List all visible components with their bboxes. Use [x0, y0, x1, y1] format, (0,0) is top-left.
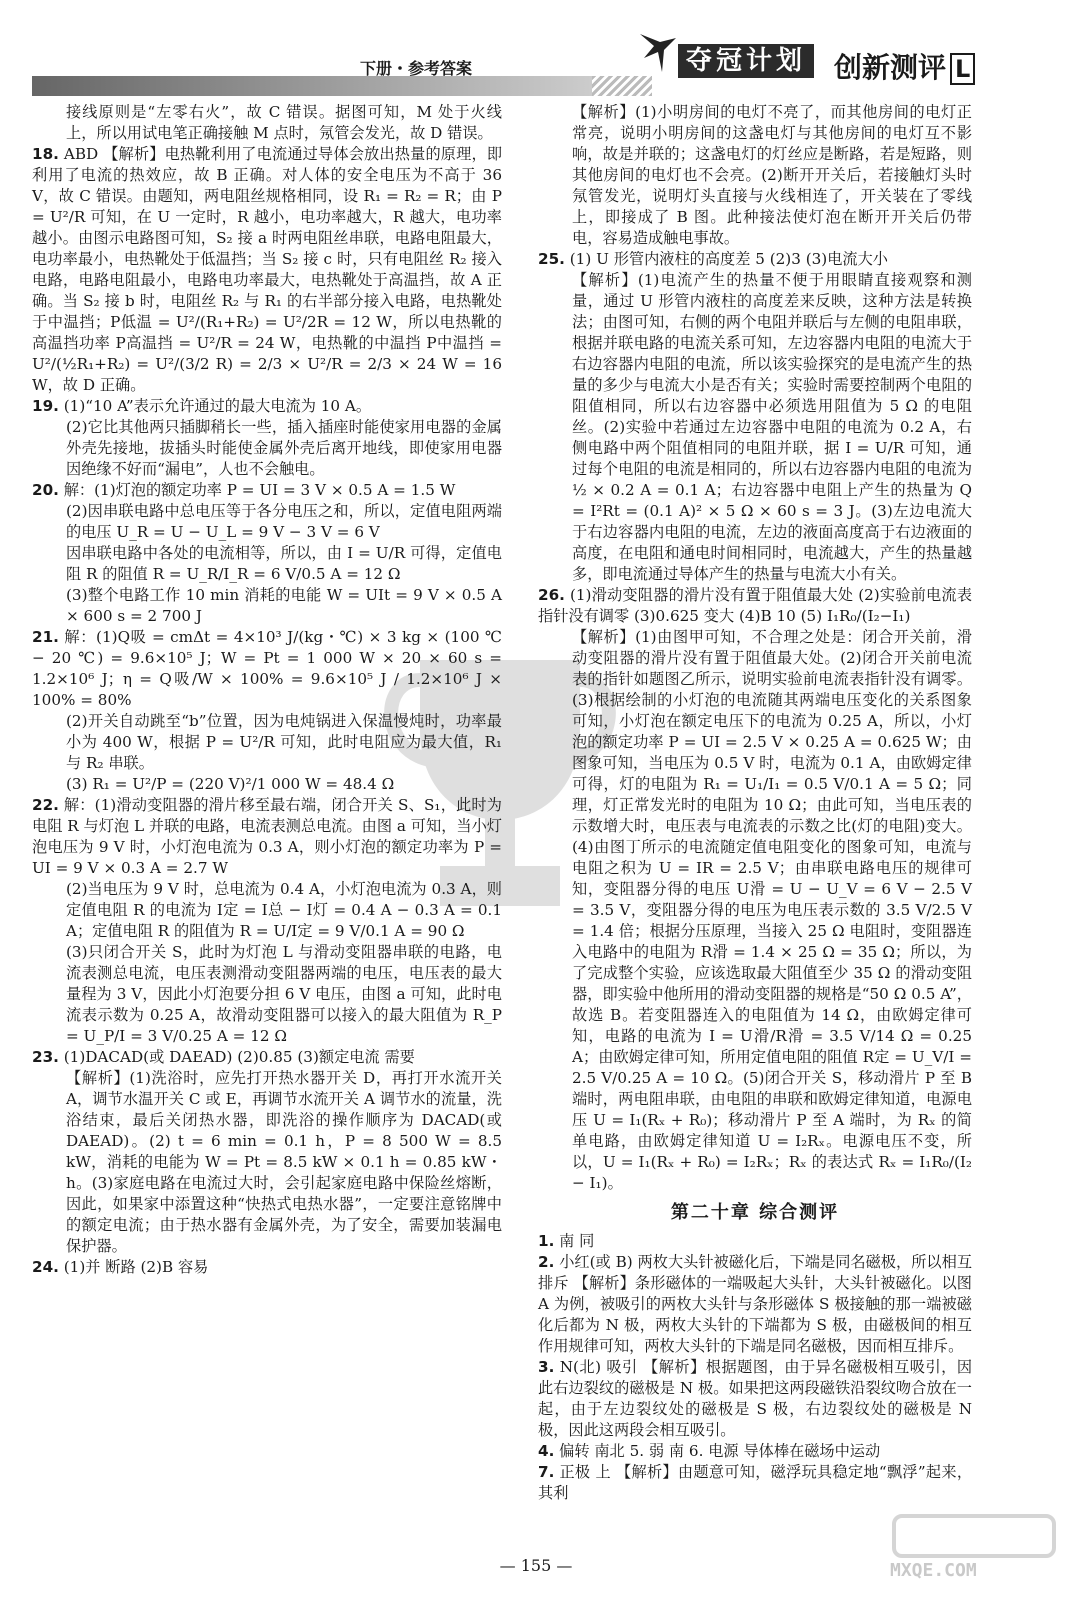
- answer-paragraph: [32, 879, 502, 942]
- header-gradient-bar: [32, 76, 592, 96]
- answer-text: 小红(或 B) 两枚大头针被磁化后，下端是同名磁极，所以相互排斥 【解析】条形磁体的一端吸起大头针，大头针被磁化。以图 A 为例，被吸引的两枚大头针与条形磁体 S 极接触的那一端被磁化后都为 N 极，两枚大头针的下端都为 S 极，由磁极间的相互作用规律可知，两枚大头针的下端是同名磁极，因而相互排斥。: [538, 1253, 973, 1355]
- logo-sub-text: [834, 46, 975, 86]
- answer-text: (1)并 断路 (2)B 容易: [63, 1258, 209, 1276]
- question-number: 2.: [538, 1253, 555, 1271]
- question-number: 7.: [538, 1463, 555, 1481]
- answer-paragraph: [538, 1231, 972, 1252]
- answer-paragraph: [32, 627, 502, 711]
- answer-text: 正极 上 【解析】由题意可知，磁浮玩具稳定地“飘浮”起来，其利: [538, 1463, 973, 1502]
- answer-paragraph: [32, 144, 502, 396]
- answer-paragraph: [32, 774, 502, 795]
- question-number: 20.: [32, 481, 59, 499]
- question-number: 26.: [538, 586, 565, 604]
- answer-paragraph: [538, 627, 972, 1194]
- question-number: 1.: [538, 1232, 555, 1250]
- page-header: [0, 0, 1072, 100]
- question-number: 4.: [538, 1442, 555, 1460]
- answer-stamp-icon: [890, 1512, 1060, 1560]
- answer-paragraph: [538, 585, 972, 627]
- answer-paragraph: [32, 396, 502, 417]
- header-section-title: 下册・参考答案: [360, 59, 473, 78]
- answer-text: 解：(1)滑动变阻器的滑片移至最右端，闭合开关 S、S₁，此时为电阻 R 与灯泡 L 并联的电路，电流表测总电流。由图 a 可知，当小灯泡电压为 9 V 时，小灯泡电流为 0.3 A，则小灯泡的额定功率为 P = UI = 9 V × 0.3 A = 2.7 W: [32, 796, 502, 877]
- logo-main-text: 夺冠计划: [678, 44, 814, 78]
- question-number: 21.: [32, 628, 59, 646]
- question-number: 18.: [32, 145, 59, 163]
- answer-paragraph: [32, 1068, 502, 1257]
- question-number: 22.: [32, 796, 59, 814]
- question-number: 19.: [32, 397, 59, 415]
- answer-text: (3) R₁ = U²/P = (220 V)²/1 000 W = 48.4 Ω: [66, 775, 395, 793]
- answer-text: 【解析】(1)小明房间的电灯不亮了，而其他房间的电灯正常亮，说明小明房间的这盏电灯与其他房间的电灯互不影响，故是并联的；这盏电灯的灯丝应是断路，若是短路，则其他房间的电灯也不会亮。(2)断开开关后，若接触灯头时氖管发光，说明灯头直接与火线相连了，开关装在了零线上，即接成了 B 图。此种接法使灯泡在断开开关后仍带电，容易造成触电事故。: [572, 103, 972, 247]
- answer-text: ABD 【解析】电热靴利用了电流通过导体会放出热量的原理，即利用了电流的热效应，故 B 正确。对人体的安全电压为不高于 36 V，故 C 错误。由题知，两电阻丝规格相同，设 R₁ = R₂ = R；由 P = U²/R 可知，在 U 一定时，R 越小，电功率越大，R 越大，电功率越小。由图示电路图可知，S₂ 接 a 时两电阻丝串联，电路电阻最大，电功率最小，电热靴处于低温挡；当 S₂ 接 c 时，只有电阻丝 R₂ 接入电路，电路电阻最小，电路电功率最大，电热靴处于高温挡，故 A 正确。当 S₂ 接 b 时，电阻丝 R₂ 与 R₁ 的右半部分接入电路，电热靴处于中温挡；P低温 = U²/(R₁+R₂) = U²/2R = 12 W，所以电热靴的高温挡功率 P高温挡 = U²/R = 24 W，电热靴的中温挡 P中温挡 = U²/(½R₁+R₂) = U²/(3/2 R) = 2/3 × U²/R = 2/3 × 24 W = 16 W，故 D 正确。: [32, 145, 503, 394]
- question-number: 23.: [32, 1048, 59, 1066]
- trophy-emblem-icon: [634, 28, 678, 82]
- answer-text: 因串联电路中各处的电流相等，所以，由 I = U/R 可得，定值电阻 R 的阻值 R = U_R/I_R = 6 V/0.5 A = 12 Ω: [66, 544, 502, 583]
- answer-text: 【解析】(1)由图甲可知，不合理之处是：闭合开关前，滑动变阻器的滑片没有置于阻值最大处。(2)闭合开关前电流表的指针如题图乙所示，说明实验前电流表指针没有调零。(3)根据绘制的小灯泡的电流随其两端电压变化的关系图象可知，小灯泡在额定电压下的电流为 0.25 A，所以，小灯泡的额定功率 P = UI = 2.5 V × 0.25 A = 0.625 W；由图象可知，当电压为 0.5 V 时，电流为 0.1 A，由欧姆定律可得，灯的电阻为 R₁ = U₁/I₁ = 0.5 V/0.1 A = 5 Ω；同理，灯正常发光时的电阻为 10 Ω；由此可知，当电压表的示数增大时，电压表与电流表的示数之比(灯的电阻)变大。(4)由图丁所示的电流随定值电阻变化的图象可知，电流与电阻之积为 U = IR = 2.5 V；由串联电路电压的规律可知，变阻器分得的电压 U滑 = U − U_V = 6 V − 2.5 V = 3.5 V，变阻器分得的电压为电压表示数的 3.5 V/2.5 V = 1.4 倍；根据分压原理，当接入 25 Ω 电阻时，变阻器连入电路中的电阻为 R滑 = 1.4 × 25 Ω = 35 Ω；所以，为了完成整个实验，应该选取最大阻值至少 35 Ω 的滑动变阻器，即实验中他所用的滑动变阻器的规格是“50 Ω 0.5 A”，故选 B。若变阻器连入的电阻值为 14 Ω，由欧姆定律可知，电路的电流为 I = U滑/R滑 = 3.5 V/14 Ω = 0.25 A；由欧姆定律可知，所用定值电阻的阻值 R定 = U_V/I = 2.5 V/0.25 A = 10 Ω。(5)闭合开关 S，移动滑片 P 至 B 端时，两电阻串联，由电阻的串联和欧姆定律知道，电源电压 U = I₁(Rₓ + R₀)；移动滑片 P 至 A 端时，为 Rₓ 的简单电路，由欧姆定律知道 U = I₂Rₓ。电源电压不变，所以，U = I₁(Rₓ + R₀) = I₂Rₓ；Rₓ 的表达式 Rₓ = I₁R₀/(I₂ − I₁)。: [572, 628, 972, 1192]
- answer-paragraph: [32, 417, 502, 480]
- answer-text: 接线原则是“左零右火”，故 C 错误。据图可知，M 处于火线上，所以用试电笔正确接触 M 点时，氖管会发光，故 D 错误。: [66, 103, 502, 142]
- answer-paragraph: [538, 1462, 972, 1504]
- answer-text: 【解析】(1)电流产生的热量不便于用眼睛直接观察和测量，通过 U 形管内液柱的高度差来反映，这种方法是转换法；由图可知，右侧的两个电阻并联后与左侧的电阻串联，根据并联电路的电流关系可知，左边容器内电阻的电流大于右边容器内电阻的电流，所以该实验探究的是电流产生的热量的多少与电流大小是否有关；实验时需要控制两个电阻的阻值相同，所以右边容器中必须选用阻值为 5 Ω 的电阻丝。(2)实验中若通过左边容器中电阻的电流为 0.2 A，右侧电路中两个阻值相同的电阻并联，据 I = U/R 可知，通过每个电阻的电流是相同的，所以右边容器内电阻的电流为 ½ × 0.2 A = 0.1 A；右边容器中电阻上产生的热量为 Q = I²Rt = (0.1 A)² × 5 Ω × 60 s = 3 J。(3)左边电流大于右边容器内电阻的电流，左边的液面高度高于右边液面的高度，在电阻和通电时间相同时，电流越大，产生的热量越多，即电流通过导体产生的热量与电流大小有关。: [572, 271, 972, 583]
- answer-paragraph: [538, 102, 972, 249]
- right-column: [538, 102, 972, 1504]
- answer-paragraph: [538, 270, 972, 585]
- answer-paragraph: [32, 1257, 502, 1278]
- page-number: — 155 —: [499, 1556, 573, 1575]
- question-number: 25.: [538, 250, 565, 268]
- logo-sub-label: 创新测评: [834, 51, 947, 84]
- answer-paragraph: [32, 501, 502, 543]
- answer-text: N(北) 吸引 【解析】根据题图，由于异名磁极相互吸引，因此右边裂纹的磁极是 N 极。如果把这两段磁铁沿裂纹吻合放在一起，由于左边裂纹处的磁极是 S 极，右边裂纹处的磁极是 N 极，因此这两段会相互吸引。: [538, 1358, 973, 1439]
- answer-paragraph: [32, 102, 502, 144]
- question-number: 24.: [32, 1258, 59, 1276]
- question-number: 3.: [538, 1358, 555, 1376]
- answer-paragraph: [32, 1047, 502, 1068]
- answer-text: (3)只闭合开关 S，此时为灯泡 L 与滑动变阻器串联的电路，电流表测总电流，电压表测滑动变阻器两端的电压，电压表的最大量程为 3 V，因此小灯泡要分担 6 V 电压，由图 a 可知，此时电流表示数为 0.25 A，故滑动变阻器可以接入的最大阻值为 R_P = U_P/I = 3 V/0.25 A = 12 Ω: [66, 943, 502, 1045]
- answer-paragraph: [538, 1441, 972, 1462]
- answer-paragraph: [32, 942, 502, 1047]
- answer-text: 解：(1)Q吸 = cmΔt = 4×10³ J/(kg・℃) × 3 kg × (100 ℃ − 20 ℃) = 9.6×10⁵ J；W = Pt = 1 000 W × 20 × 60 s = 1.2×10⁶ J；η = Q吸/W × 100% = 9.6×10⁵ J / 1.2×10⁶ J × 100% = 80%: [32, 628, 503, 709]
- answer-paragraph: [538, 1252, 972, 1357]
- answer-text: (1)“10 A”表示允许通过的最大电流为 10 A。: [63, 397, 372, 415]
- answer-text: (2)因串联电路中总电压等于各分电压之和，所以，定值电阻两端的电压 U_R = U − U_L = 9 V − 3 V = 6 V: [66, 502, 502, 541]
- answer-paragraph: [538, 249, 972, 270]
- answer-text: (2)当电压为 9 V 时，总电流为 0.4 A，小灯泡电流为 0.3 A，则定值电阻 R 的电流为 I定 = I总 − I灯 = 0.4 A − 0.3 A = 0.1 A；定值电阻 R 的阻值为 R = U/I定 = 9 V/0.1 A = 90 Ω: [66, 880, 502, 940]
- answer-text: 【解析】(1)洗浴时，应先打开热水器开关 D，再打开水流开关 A，调节水温开关 C 或 E，再调节水流开关 A 调节水的流量，洗浴结束，最后关闭热水器，即洗浴的操作顺序为 DACAD(或 DAEAD)。(2) t = 6 min = 0.1 h，P = 8 500 W = 8.5 kW，消耗的电能为 W = Pt = 8.5 kW × 0.1 h = 0.85 kW・h。(3)家庭电路在电流过大时，会引起家庭电路中保险丝熔断，因此，如果家中添置这种“快热式电热水器”，一定要注意铭牌中的额定电流；由于热水器有金属外壳，为了安全，需要加装漏电保护器。: [66, 1069, 502, 1255]
- answer-text: (3)整个电路工作 10 min 消耗的电能 W = UIt = 9 V × 0.5 A × 600 s = 2 700 J: [66, 586, 502, 625]
- logo-box-letter: L: [950, 53, 975, 85]
- answer-text: (2)开关自动跳至“b”位置，因为电炖锅进入保温慢炖时，功率最小为 400 W，根据 P = U²/R 可知，此时电阻应为最大值，R₁ 与 R₂ 串联。: [66, 712, 502, 772]
- answer-paragraph: [538, 1357, 972, 1441]
- answer-text: 解：(1)灯泡的额定功率 P = UI = 3 V × 0.5 A = 1.5 W: [63, 481, 456, 499]
- answer-text: (1)滑动变阻器的滑片没有置于阻值最大处 (2)实验前电流表指针没有调零 (3)0.625 变大 (4)B 10 (5) I₁R₀/(I₂−I₁): [538, 586, 973, 625]
- answer-paragraph: [32, 543, 502, 585]
- answer-text: (1)DACAD(或 DAEAD) (2)0.85 (3)额定电流 需要: [63, 1048, 415, 1066]
- answer-paragraph: [32, 711, 502, 774]
- answer-text: (1) U 形管内液柱的高度差 5 (2)3 (3)电流大小: [569, 250, 888, 268]
- brand-logo: [634, 28, 1054, 90]
- left-column: [32, 102, 502, 1278]
- answer-text: 偏转 南北 5. 弱 南 6. 电源 导体棒在磁场中运动: [559, 1442, 881, 1460]
- answer-paragraph: [32, 585, 502, 627]
- corner-watermark: [890, 1512, 1060, 1592]
- answer-text: 南 同: [559, 1232, 595, 1250]
- chapter-title: 第二十章 综合测评: [670, 1202, 840, 1223]
- answer-text: (2)它比其他两只插脚稍长一些，插入插座时能使家用电器的金属外壳先接地，拔插头时能使金属外壳后离开地线，即使家用电器因绝缘不好而“漏电”，人也不会触电。: [66, 418, 502, 478]
- answer-paragraph: [32, 795, 502, 879]
- answer-paragraph: [32, 480, 502, 501]
- watermark-url: MXQE.COM: [890, 1560, 977, 1581]
